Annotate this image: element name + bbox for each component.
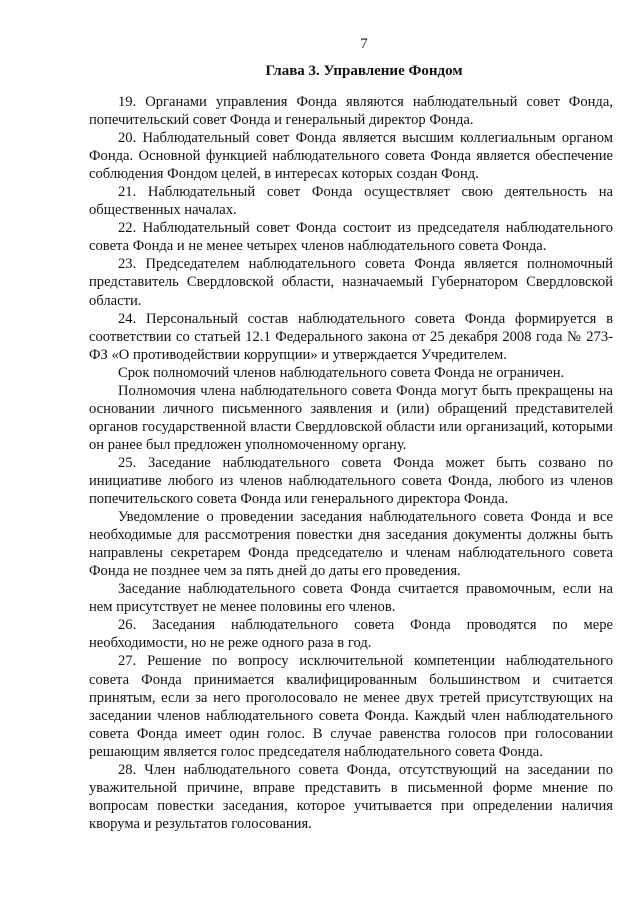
paragraph-27: 27. Решение по вопросу исключительной компетенции наблюдательного совета Фонда принимается квалифицированным большинством и считается принятым, если за него проголосовало не менее двух третей присутствующих на заседании членов наблюдательного совета Фонда. Каждый член наблюдательного совета Фонда имеет один голос. В случае равенства голосов при голосовании решающим является голос председателя наблюдательного совета Фонда. — [89, 653, 613, 760]
paragraph-24-term: Срок полномочий членов наблюдательного совета Фонда не ограничен. — [118, 364, 565, 381]
paragraph-21: 21. Наблюдательный совет Фонда осуществляет свою деятельность на общественных началах. — [89, 184, 613, 219]
paragraph-26: 26. Заседания наблюдательного совета Фонда проводятся по мере необходимости, но не реже одного раза в год. — [89, 617, 613, 652]
paragraph-22: 22. Наблюдательный совет Фонда состоит из председателя наблюдательного совета Фонда и не менее четырех членов наблюдательного совета Фонда. — [89, 220, 613, 255]
paragraph-20: 20. Наблюдательный совет Фонда является высшим коллегиальным органом Фонда. Основной функцией наблюдательного совета Фонда является обеспечение соблюдения Фондом целей, в интересах которых создан Фонд. — [89, 130, 613, 183]
paragraph-25: 25. Заседание наблюдательного совета Фонда может быть созвано по инициативе любого из членов наблюдательного совета Фонда, любого из членов попечительского совета Фонда или генерального директора Фонда. — [89, 454, 613, 508]
document-body — [89, 93, 613, 833]
paragraph-24-termination: Полномочия члена наблюдательного совета Фонда могут быть прекращены на основании личного письменного заявления и (или) обращений представителей органов государственной власти Свердловской области или организаций, которыми он ранее был предложен уполномоченному органу. — [89, 382, 613, 453]
paragraph-24: 24. Персональный состав наблюдательного совета Фонда формируется в соответствии со статьей 12.1 Федерального закона от 25 декабря 2008 года № 273-ФЗ «О противодействии коррупции» и утверждается Учредителем. — [89, 310, 613, 363]
paragraph-25-notice: Уведомление о проведении заседания наблюдательного совета Фонда и все необходимые для рассмотрения повестки дня заседания документы должны быть направлены секретарем Фонда председателю и членам наблюдательного совета Фонда не позднее чем за пять дней до даты его проведения. — [89, 509, 613, 580]
paragraph-25-quorum: Заседание наблюдательного совета Фонда считается правомочным, если на нем присутствует не менее половины его членов. — [89, 581, 613, 616]
paragraph-19: 19. Органами управления Фонда являются наблюдательный совет Фонда, попечительский совет Фонда и генеральный директор Фонда. — [89, 94, 613, 129]
paragraph-23: 23. Председателем наблюдательного совета Фонда является полномочный представитель Свердловской области, назначаемый Губернатором Свердловской области. — [89, 256, 613, 309]
page-number: 7 — [360, 36, 368, 52]
chapter-title: Глава 3. Управление Фондом — [265, 63, 463, 79]
paragraph-28: 28. Член наблюдательного совета Фонда, отсутствующий на заседании по уважительной причине, вправе представить в письменной форме мнение по вопросам повестки заседания, которое учитывается при определении наличия кворума и результатов голосования. — [89, 761, 613, 832]
